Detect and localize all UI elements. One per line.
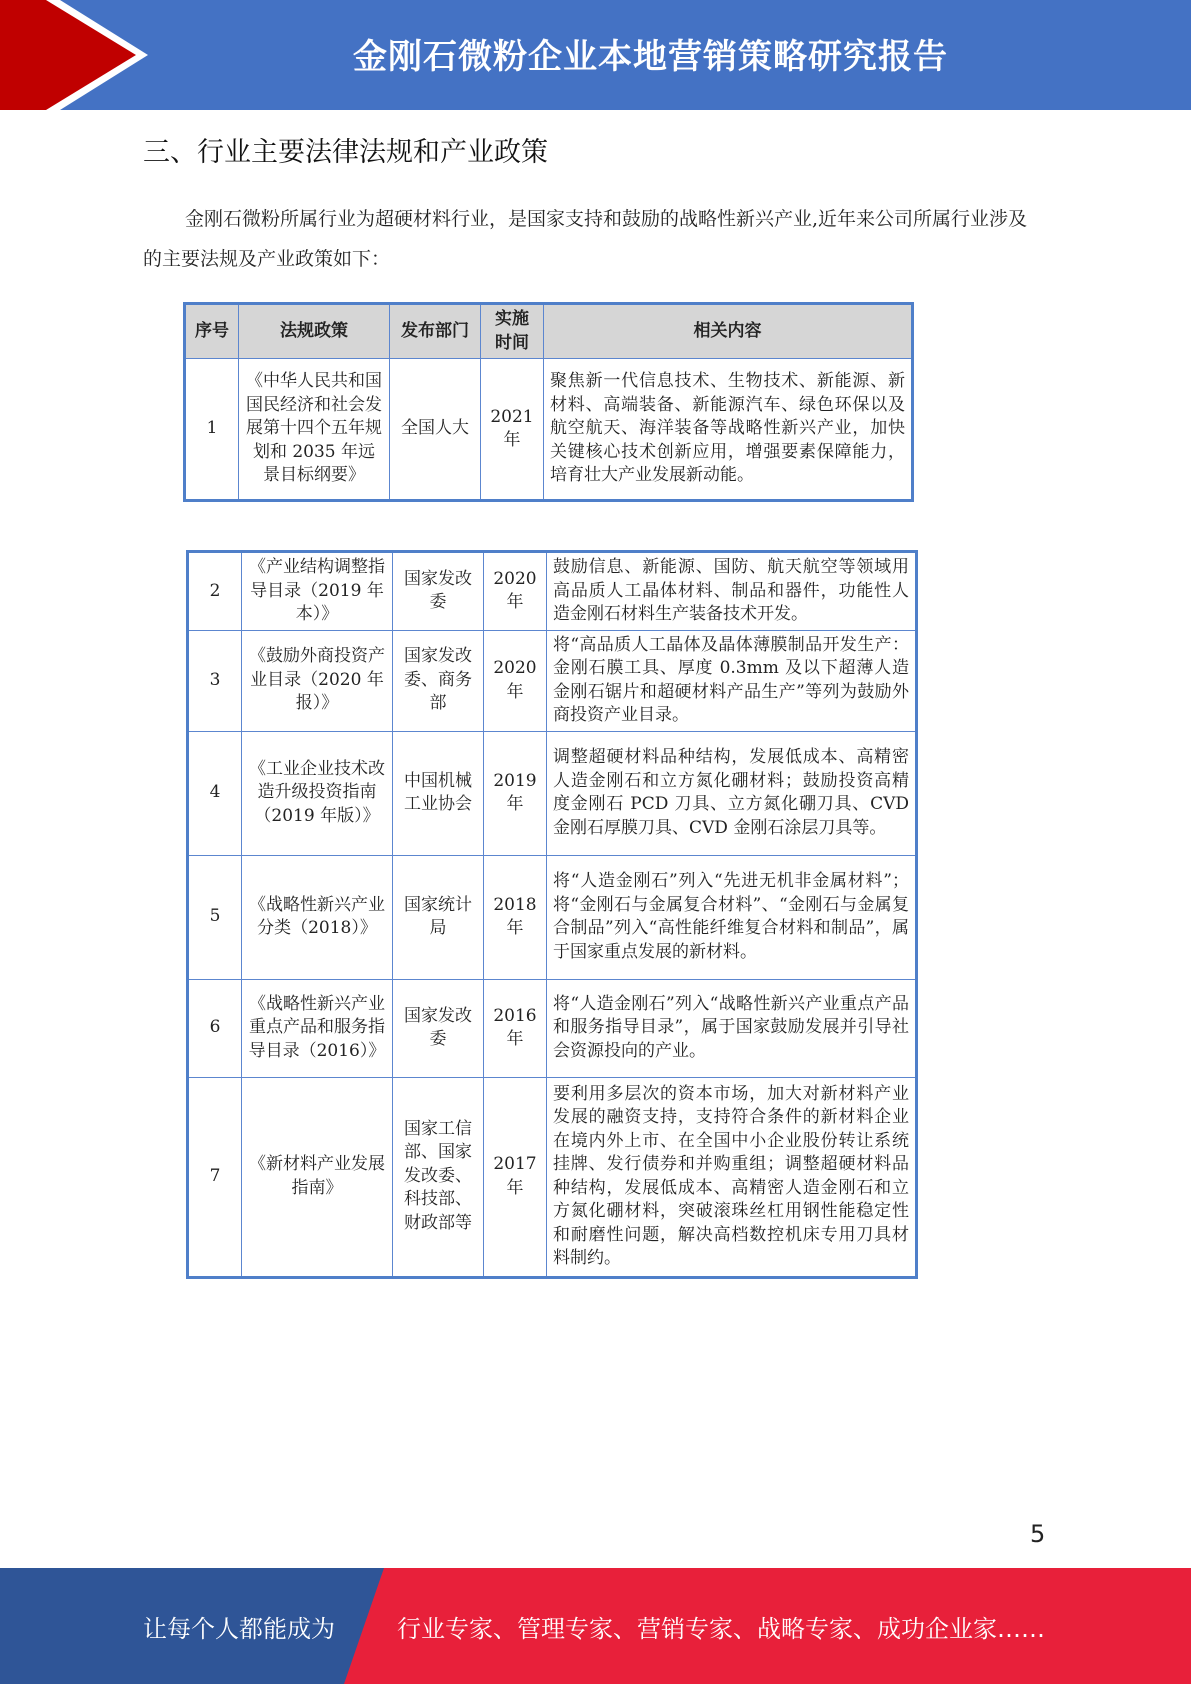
- row-department: 全国人大: [390, 359, 481, 501]
- row-department: 中国机械工业协会: [393, 731, 484, 855]
- policy-table-part-2: [186, 550, 918, 1279]
- table-row: [188, 979, 917, 1077]
- row-department: 国家工信部、国家发改委、科技部、财政部等: [393, 1077, 484, 1277]
- table-row: [188, 552, 917, 631]
- footer-banner: [0, 1568, 1191, 1684]
- row-policy-name: 《战略性新兴产业重点产品和服务指导目录（2016）》: [242, 979, 393, 1077]
- policy-table-part-1: [183, 302, 914, 502]
- row-index: 5: [188, 855, 242, 979]
- row-effective-year: 2016 年: [484, 979, 547, 1077]
- row-content: 调整超硬材料品种结构，发展低成本、高精密人造金刚石和立方氮化硼材料；鼓励投资高精度金刚石 PCD 刀具、立方氮化硼刀具、CVD 金刚石厚膜刀具、CVD 金刚石涂层刀具等。: [547, 731, 917, 855]
- row-content: 鼓励信息、新能源、国防、航天航空等领域用高品质人工晶体材料、制品和器件，功能性人造金刚石材料生产装备技术开发。: [547, 552, 917, 631]
- table-header-row: [185, 304, 913, 359]
- row-department: 国家统计局: [393, 855, 484, 979]
- row-index: 3: [188, 630, 242, 731]
- row-policy-name: 《中华人民共和国国民经济和社会发展第十四个五年规划和 2035 年远景目标纲要》: [239, 359, 390, 501]
- footer-slogan-right: 行业专家、管理专家、营销专家、战略专家、成功企业家……: [397, 1614, 1045, 1643]
- row-policy-name: 《战略性新兴产业分类（2018）》: [242, 855, 393, 979]
- row-content: 将“人造金刚石”列入“先进无机非金属材料”；将“金刚石与金属复合材料”、“金刚石与金属复合制品”列入“高性能纤维复合材料和制品”，属于国家重点发展的新材料。: [547, 855, 917, 979]
- row-content: 将“人造金刚石”列入“战略性新兴产业重点产品和服务指导目录”，属于国家鼓励发展并引导社会资源投向的产业。: [547, 979, 917, 1077]
- row-effective-year: 2021 年: [481, 359, 544, 501]
- table-row: [188, 731, 917, 855]
- header-content: 相关内容: [544, 304, 913, 359]
- row-department: 国家发改委: [393, 552, 484, 631]
- row-department: 国家发改委、商务部: [393, 630, 484, 731]
- header-index: 序号: [185, 304, 239, 359]
- row-department: 国家发改委: [393, 979, 484, 1077]
- section-heading: 三、行业主要法律法规和产业政策: [143, 137, 548, 168]
- table-row: [188, 630, 917, 731]
- row-content: 要利用多层次的资本市场，加大对新材料产业发展的融资支持，支持符合条件的新材料企业在境内外上市、在全国中小企业股份转让系统挂牌、发行债券和并购重组；调整超硬材料品种结构，发展低成本、高精密人造金刚石和立方氮化硼材料，突破滚珠丝杠用钢性能稳定性和耐磨性问题，解决高档数控机床专用刀具材料制约。: [547, 1077, 917, 1277]
- row-policy-name: 《鼓励外商投资产业目录（2020 年报）》: [242, 630, 393, 731]
- row-index: 2: [188, 552, 242, 631]
- row-index: 1: [185, 359, 239, 501]
- row-index: 7: [188, 1077, 242, 1277]
- header-department: 发布部门: [390, 304, 481, 359]
- page-number: 5: [1030, 1520, 1046, 1548]
- row-effective-year: 2019 年: [484, 731, 547, 855]
- header-date: 实施时间: [481, 304, 544, 359]
- intro-paragraph: 金刚石微粉所属行业为超硬材料行业，是国家支持和鼓励的战略性新兴产业,近年来公司所属行业涉及的主要法规及产业政策如下：: [143, 208, 1028, 270]
- row-policy-name: 《产业结构调整指导目录（2019 年本）》: [242, 552, 393, 631]
- report-title: 金刚石微粉企业本地营销策略研究报告: [353, 36, 948, 77]
- row-effective-year: 2020 年: [484, 630, 547, 731]
- row-effective-year: 2017 年: [484, 1077, 547, 1277]
- table-row: [188, 855, 917, 979]
- table-row: [188, 1077, 917, 1277]
- row-policy-name: 《工业企业技术改造升级投资指南（2019 年版）》: [242, 731, 393, 855]
- row-effective-year: 2018 年: [484, 855, 547, 979]
- row-index: 4: [188, 731, 242, 855]
- row-policy-name: 《新材料产业发展指南》: [242, 1077, 393, 1277]
- header-banner: [0, 0, 1191, 110]
- table-row: [185, 359, 913, 501]
- row-content: 聚焦新一代信息技术、生物技术、新能源、新材料、高端装备、新能源汽车、绿色环保以及航空航天、海洋装备等战略性新兴产业，加快关键核心技术创新应用，增强要素保障能力，培育壮大产业发展新动能。: [544, 359, 913, 501]
- footer-slogan-left: 让每个人都能成为: [143, 1614, 335, 1643]
- row-index: 6: [188, 979, 242, 1077]
- header-policy: 法规政策: [239, 304, 390, 359]
- row-effective-year: 2020 年: [484, 552, 547, 631]
- row-content: 将“高品质人工晶体及晶体薄膜制品开发生产：金刚石膜工具、厚度 0.3mm 及以下超薄人造金刚石锯片和超硬材料产品生产”等列为鼓励外商投资产业目录。: [547, 630, 917, 731]
